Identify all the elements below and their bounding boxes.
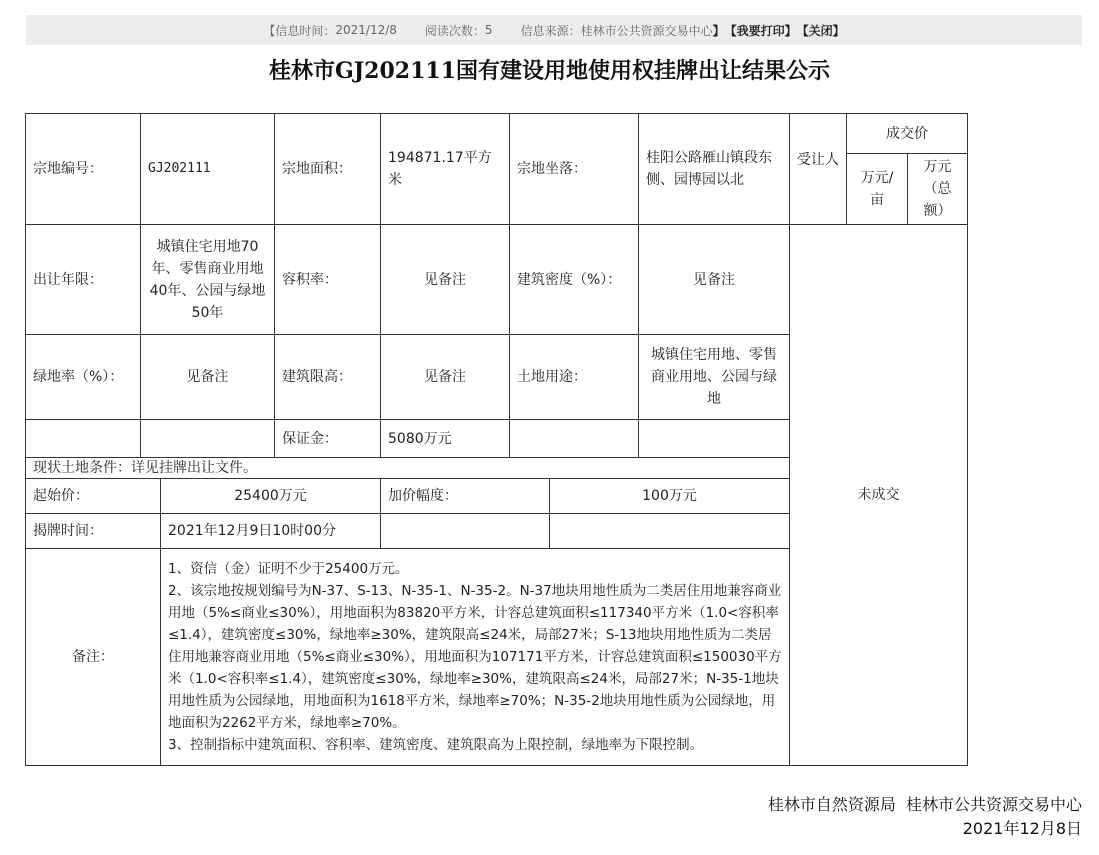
density-label: 建筑密度（%）： xyxy=(510,225,639,335)
use-label: 土地用途： xyxy=(510,335,639,420)
page-title: 桂林市GJ202111国有建设用地使用权挂牌出让结果公示 xyxy=(268,58,831,84)
result-table xyxy=(25,113,968,766)
far-label: 容积率： xyxy=(275,225,381,335)
deal-price-label: 成交价 xyxy=(847,114,968,154)
info-source-value: 桂林市公共资源交易中心 xyxy=(580,23,713,38)
remark-line: 3、控制指标中建筑面积、容积率、建筑密度、建筑限高为上限控制，绿地率为下限控制。 xyxy=(168,737,704,753)
info-bracket-end: 】 xyxy=(712,23,725,38)
density-value: 见备注 xyxy=(639,225,790,335)
empty-cell xyxy=(26,420,141,458)
empty-cell xyxy=(381,514,550,549)
deposit-label: 保证金： xyxy=(275,420,381,458)
remark-content xyxy=(161,549,790,766)
area-value: 194871.17平方米 xyxy=(381,114,510,225)
footer xyxy=(768,793,1082,841)
far-value: 见备注 xyxy=(381,225,510,335)
increment-value: 100万元 xyxy=(550,479,790,514)
land-condition: 现状土地条件：详见挂牌出让文件。 xyxy=(26,458,790,479)
empty-cell xyxy=(510,420,639,458)
unit-per-mu: 万元/亩 xyxy=(847,154,908,225)
close-link[interactable]: 【关闭】 xyxy=(796,23,845,38)
info-bar xyxy=(26,15,1082,45)
info-reads-value: 5 xyxy=(484,23,493,37)
remark-label: 备注： xyxy=(26,549,161,766)
parcel-no-label: 宗地编号： xyxy=(26,114,141,225)
term-label: 出让年限： xyxy=(26,225,141,335)
footer-date: 2021年12月8日 xyxy=(962,819,1082,838)
remark-line: 1、资信（金）证明不少于25400万元。 xyxy=(168,561,409,577)
result-status: 未成交 xyxy=(790,225,968,766)
footer-org: 桂林市自然资源局 桂林市公共资源交易中心 xyxy=(767,795,1082,814)
unit-total: 万元（总额） xyxy=(908,154,968,225)
info-time-label: 【信息时间： xyxy=(263,23,336,38)
info-source-label: 信息来源： xyxy=(520,23,581,38)
empty-cell xyxy=(141,420,275,458)
height-label: 建筑限高： xyxy=(275,335,381,420)
area-label: 宗地面积： xyxy=(275,114,381,225)
deposit-value: 5080万元 xyxy=(381,420,510,458)
height-value: 见备注 xyxy=(381,335,510,420)
print-link[interactable]: 【我要打印】 xyxy=(724,23,797,38)
term-value: 城镇住宅用地70年、零售商业用地40年、公园与绿地50年 xyxy=(141,225,275,335)
listing-time-label: 揭牌时间： xyxy=(26,514,161,549)
parcel-no-value: GJ202111 xyxy=(141,114,275,225)
empty-cell xyxy=(550,514,790,549)
use-value: 城镇住宅用地、零售商业用地、公园与绿地 xyxy=(639,335,790,420)
green-label: 绿地率（%）： xyxy=(26,335,141,420)
location-label: 宗地坐落： xyxy=(510,114,639,225)
listing-time-value: 2021年12月9日10时00分 xyxy=(161,514,381,549)
location-value: 桂阳公路雁山镇段东侧、园博园以北 xyxy=(639,114,790,225)
green-value: 见备注 xyxy=(141,335,275,420)
remark-line: 2、该宗地按规划编号为N-37、S-13、N-35-1、N-35-2。N-37地块用地性质为二类居住用地兼容商业用地（5%≤商业≤30%），用地面积为83820平方米，计容总建筑面积≤117340平方米（1.0<容积率≤1.4），建筑密度≤30%，绿地率≥30%，建筑限高≤24米，局部27米；S-13地块用地性质为二类居住用地兼容商业用地（5%≤商业≤30%），用地面积为107171平方米，计容总建筑面积≤150030平方米（1.0<容积率≤1.4），建筑密度≤30%，绿地率≥30%，建筑限高≤24米，局部27米；N-35-1地块用地性质为公园绿地，用地面积为1618平方米，绿地率≥70%；N-35-2地块用地性质为公园绿地，用地面积为2262平方米，绿地率≥70%。 xyxy=(168,583,782,731)
empty-cell xyxy=(639,420,790,458)
start-price-label: 起始价： xyxy=(26,479,161,514)
start-price-value: 25400万元 xyxy=(161,479,381,514)
info-time-value: 2021/12/8 xyxy=(335,23,397,37)
increment-label: 加价幅度： xyxy=(381,479,550,514)
info-reads-label: 阅读次数： xyxy=(424,23,485,38)
transferee-label: 受让人 xyxy=(790,114,847,225)
